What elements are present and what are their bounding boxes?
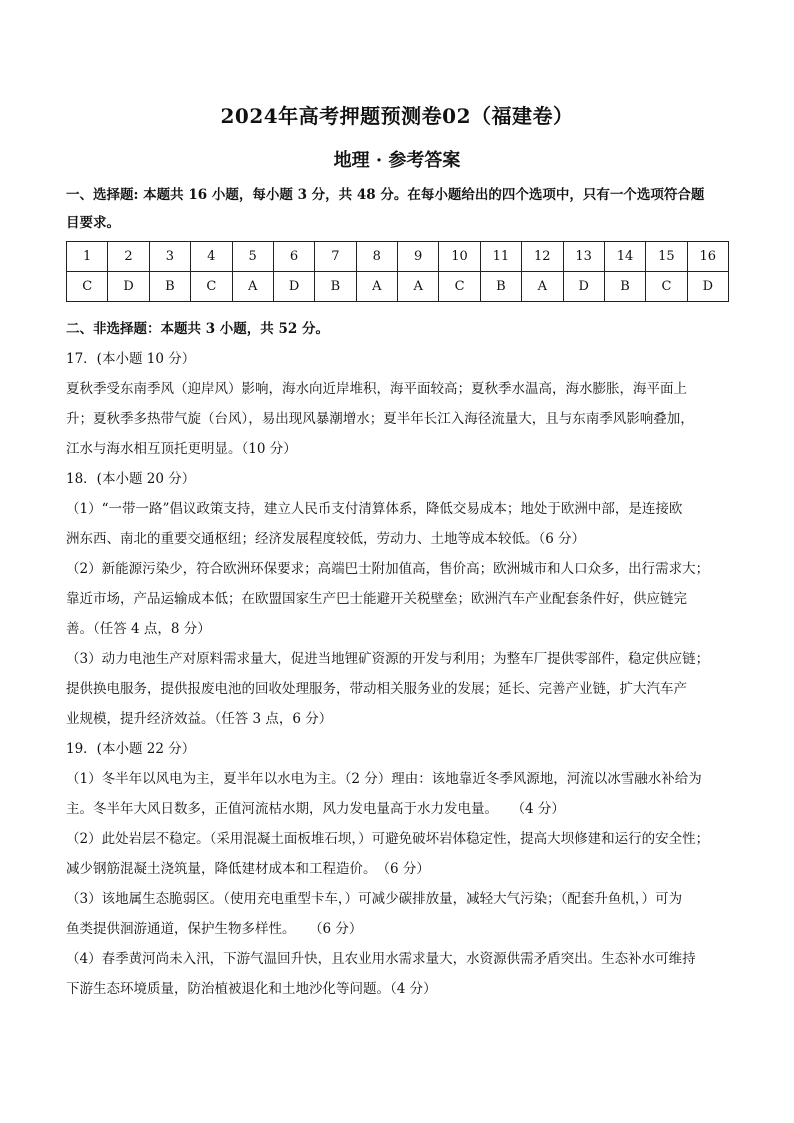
section1-heading xyxy=(66,181,730,237)
q19-line: 主。冬半年大风日数多，正值河流枯水期，风力发电量高于水力发电量。 （4 分） xyxy=(66,801,565,817)
q18-line: 提供换电服务，提供报废电池的回收处理服务，带动相关服务业的发展；延长、完善产业链，扩大汽车产 xyxy=(66,681,687,697)
q18-line: 洲东西、南北的重要交通枢纽；经济发展程度较低，劳动力、土地等成本较低。（6 分） xyxy=(66,531,586,547)
q17-line: 江水与海水相互顶托更明显。（10 分） xyxy=(66,441,297,457)
q18-line: （3）动力电池生产对原料需求量大，促进当地锂矿资源的开发与利用；为整车厂提供零部件，稳定供应链； xyxy=(66,651,710,667)
q17-line: 升；夏秋季多热带气旋（台风），易出现风暴潮增水；夏半年长江入海径流量大，且与东南季风影响叠加， xyxy=(66,411,694,427)
answer-cell: D xyxy=(687,272,728,302)
question-number-cell: 5 xyxy=(232,242,273,272)
answer-cell: B xyxy=(149,272,190,302)
q19-line: 鱼类提供洄游通道，保护生物多样性。 （6 分） xyxy=(66,921,363,937)
q18-line: （2）新能源污染少，符合欧洲环保要求；高端巴士附加值高，售价高；欧洲城市和人口众多，出行需求大； xyxy=(66,561,710,577)
question-number-cell: 11 xyxy=(480,242,521,272)
answer-cell: A xyxy=(356,272,397,302)
question-number-cell: 13 xyxy=(563,242,604,272)
q17-header: 17．(本小题 10 分） xyxy=(66,351,196,367)
answer-table xyxy=(66,241,729,302)
q19-line: （3）该地属生态脆弱区。（使用充电重型卡车，）可减少碳排放量，减轻大气污染；（配套升鱼机，）可为 xyxy=(66,891,683,907)
q19-line: （1）冬半年以风电为主，夏半年以水电为主。（2 分）理由：该地靠近冬季风源地，河流以冰雪融水补给为 xyxy=(66,771,702,787)
answer-cell: D xyxy=(108,272,149,302)
question-number-cell: 16 xyxy=(687,242,728,272)
section2-heading: 二、非选择题：本题共 3 小题，共 52 分。 xyxy=(66,321,329,337)
q18-line: 善。（任答 4 点，8 分） xyxy=(66,621,211,637)
q17-line: 夏秋季受东南季风（迎岸风）影响，海水向近岸堆积，海平面较高；夏秋季水温高，海水膨胀，海平面上 xyxy=(66,381,687,397)
answer-cell: C xyxy=(191,272,232,302)
question-number-cell: 7 xyxy=(315,242,356,272)
q19-line: 下游生态环境质量，防治植被退化和土地沙化等问题。（4 分） xyxy=(66,981,437,997)
question-number-cell: 2 xyxy=(108,242,149,272)
answer-cell: B xyxy=(480,272,521,302)
q18-line: 业规模，提升经济效益。（任答 3 点，6 分） xyxy=(66,711,333,727)
answer-cell: D xyxy=(273,272,314,302)
answer-cell: C xyxy=(67,272,108,302)
answer-cell: A xyxy=(522,272,563,302)
question-number-cell: 12 xyxy=(522,242,563,272)
answer-table-number-row xyxy=(67,242,729,272)
section1-heading-line1: 一、选择题: 本题共 16 小题，每小题 3 分，共 48 分。在每小题给出的四个选项中，只有一个选项符合题 xyxy=(66,187,705,203)
q18-line: 靠近市场，产品运输成本低；在欧盟国家生产巴士能避开关税壁垒；欧洲汽车产业配套条件好，供应链完 xyxy=(66,591,687,607)
answers-content xyxy=(66,314,730,1004)
q19-header: 19．(本小题 22 分） xyxy=(66,741,196,757)
question-number-cell: 3 xyxy=(149,242,190,272)
answer-cell: B xyxy=(315,272,356,302)
answer-cell: B xyxy=(604,272,645,302)
answer-cell: A xyxy=(398,272,439,302)
answer-table-answer-row xyxy=(67,272,729,302)
question-number-cell: 10 xyxy=(439,242,480,272)
question-number-cell: 6 xyxy=(273,242,314,272)
question-number-cell: 9 xyxy=(398,242,439,272)
answer-cell: D xyxy=(563,272,604,302)
q18-line: （1）“一带一路”倡议政策支持，建立人民币支付清算体系，降低交易成本；地处于欧洲中部，是连接欧 xyxy=(66,501,683,517)
q19-line: 减少钢筋混凝土浇筑量，降低建材成本和工程造价。 （6 分） xyxy=(66,861,430,877)
question-number-cell: 4 xyxy=(191,242,232,272)
q19-line: （4）春季黄河尚未入汛，下游气温回升快，且农业用水需求量大，水资源供需矛盾突出。生态补水可维持 xyxy=(66,951,696,967)
answer-cell: A xyxy=(232,272,273,302)
question-number-cell: 15 xyxy=(646,242,687,272)
answer-cell: C xyxy=(439,272,480,302)
q19-line: （2）此处岩层不稳定。（采用混凝土面板堆石坝，）可避免破坏岩体稳定性，提高大坝修建和运行的安全性； xyxy=(66,831,710,847)
answer-cell: C xyxy=(646,272,687,302)
page-subtitle: 地理 · 参考答案 xyxy=(333,150,461,171)
page-title: 2024年高考押题预测卷02（福建卷） xyxy=(220,104,574,128)
question-number-cell: 1 xyxy=(67,242,108,272)
question-number-cell: 14 xyxy=(604,242,645,272)
section1-heading-line2: 目要求。 xyxy=(66,215,120,231)
q18-header: 18．(本小题 20 分） xyxy=(66,471,196,487)
question-number-cell: 8 xyxy=(356,242,397,272)
